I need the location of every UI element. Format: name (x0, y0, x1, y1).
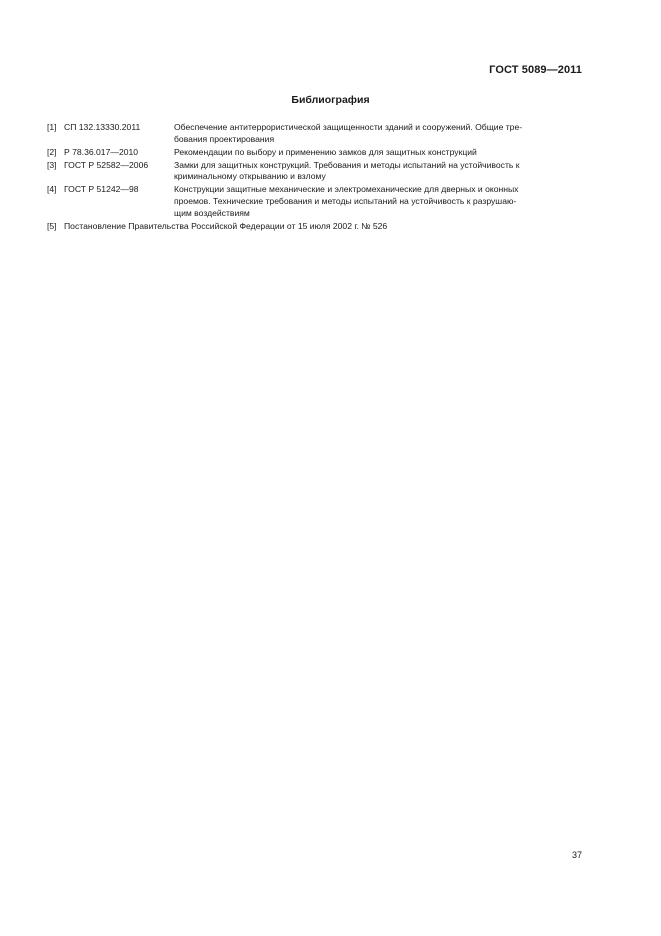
bib-code: Р 78.36.017—2010 (64, 146, 139, 157)
bib-entry (47, 221, 582, 233)
bib-description (174, 122, 582, 145)
bib-description-line: проемов. Технические требования и методы испытаний на устойчивость к разрушаю- (174, 196, 517, 207)
bib-description (174, 147, 582, 159)
bib-number: [2] (47, 146, 57, 157)
bib-description-line: Замки для защитных конструкций. Требования и методы испытаний на устойчивость к (174, 159, 520, 170)
bib-description-line: бования проектирования (174, 133, 275, 144)
bibliography-list (47, 122, 582, 234)
bib-entry (47, 184, 582, 219)
bib-number: [3] (47, 159, 57, 170)
bib-number: [4] (47, 184, 57, 195)
bib-number: [5] (47, 220, 57, 231)
bib-entry (47, 147, 582, 159)
bib-number: [1] (47, 122, 57, 132)
page-header: ГОСТ 5089—2011 (489, 64, 582, 76)
section-title: Библиография (291, 94, 370, 106)
bib-description-line: щим воздействиям (174, 207, 250, 218)
bib-description-line: криминальному открыванию и взлому (174, 171, 326, 182)
bib-description-line: Рекомендации по выбору и применению замков для защитных конструкций (174, 146, 477, 157)
bib-description-line: Обеспечение антитеррористической защищенности зданий и сооружений. Общие тре- (174, 122, 523, 132)
bib-entry (47, 160, 582, 183)
bib-full-reference: Постановление Правительства Российской Федерации от 15 июля 2002 г. № 526 (64, 220, 388, 231)
bib-description (174, 160, 582, 183)
bib-description (174, 184, 582, 219)
bib-description-line: Конструкции защитные механические и электромеханические для дверных и оконных (174, 184, 519, 195)
bib-code: ГОСТ Р 51242—98 (64, 184, 139, 195)
bib-code: ГОСТ Р 52582—2006 (64, 159, 149, 170)
page-number: 37 (571, 850, 582, 860)
bib-code: СП 132.13330.2011 (64, 122, 141, 132)
bib-entry (47, 122, 582, 145)
